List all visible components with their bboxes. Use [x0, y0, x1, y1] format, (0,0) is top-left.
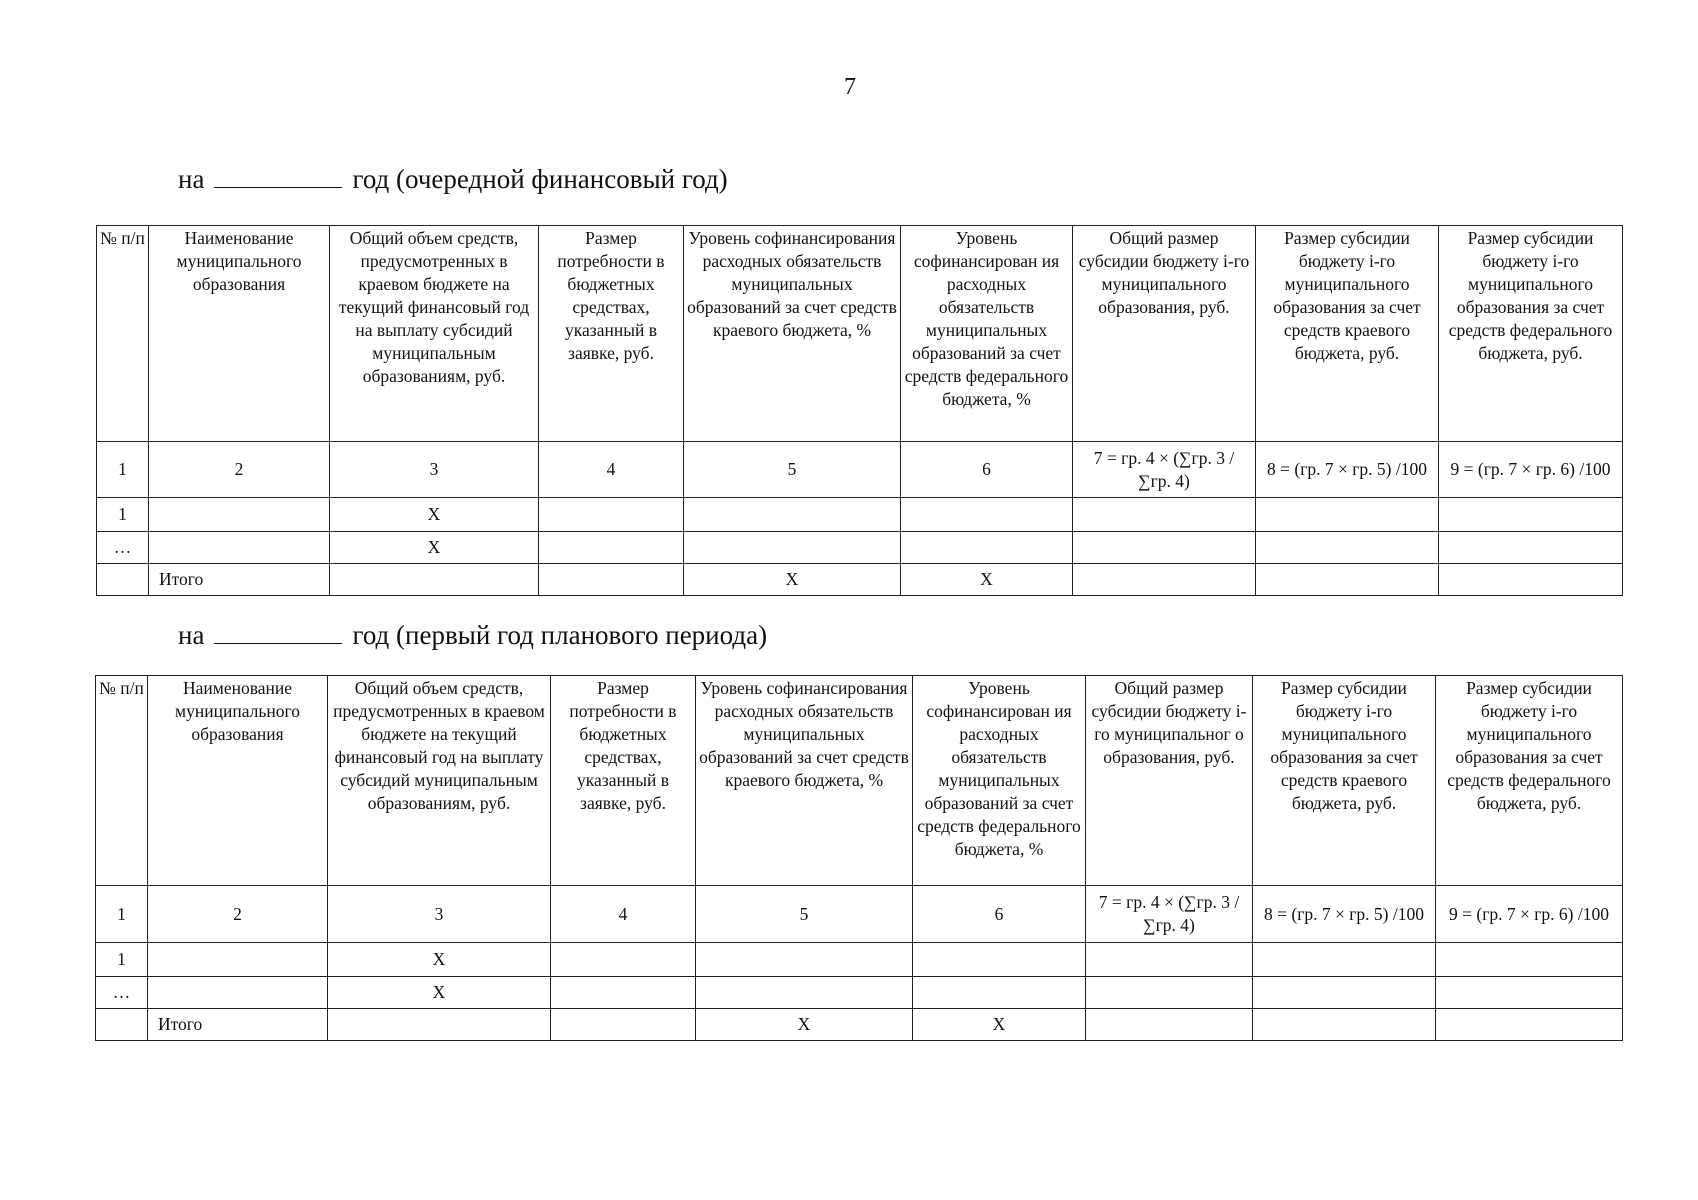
table-cell [684, 532, 901, 564]
table-cell [1086, 977, 1253, 1009]
table-cell [330, 564, 539, 596]
table-cell [913, 943, 1086, 977]
table-cell: Х [330, 532, 539, 564]
table-cell [96, 1009, 148, 1041]
table-cell [1073, 532, 1256, 564]
column-number-cell: 9 = (гр. 7 × гр. 6) /100 [1439, 442, 1623, 498]
table-cell [1086, 1009, 1253, 1041]
year-blank [214, 167, 342, 188]
table-cell [901, 498, 1073, 532]
table-cell: 1 [97, 498, 149, 532]
column-number-cell: 1 [97, 442, 149, 498]
table-cell [1436, 1009, 1623, 1041]
table-cell [1253, 1009, 1436, 1041]
table-cell [696, 943, 913, 977]
table-row [96, 977, 1623, 1009]
subsidy-table-current-year [96, 225, 1623, 596]
table-cell [1253, 943, 1436, 977]
header-cell: Наименование муниципального образования [149, 226, 330, 442]
table-cell [551, 943, 696, 977]
table-row [96, 943, 1623, 977]
table-cell [1086, 943, 1253, 977]
header-cell: Уровень софинансирования расходных обязательств муниципальных образований за счет средств краевого бюджета, % [696, 676, 913, 886]
caption-suffix: год (очередной финансовый год) [352, 164, 728, 194]
table-cell [97, 564, 149, 596]
table-cell: Х [328, 943, 551, 977]
column-number-cell: 2 [148, 886, 328, 943]
header-cell: Общий объем средств, предусмотренных в краевом бюджете на текущий финансовый год на выплату субсидий муниципальным образованиям, руб. [330, 226, 539, 442]
table-cell [1436, 943, 1623, 977]
column-number-cell: 1 [96, 886, 148, 943]
table-cell [539, 498, 684, 532]
column-number-cell: 7 = гр. 4 × (∑гр. 3 / ∑гр. 4) [1086, 886, 1253, 943]
table-cell: Х [684, 564, 901, 596]
table-row [97, 532, 1623, 564]
table-cell [1439, 532, 1623, 564]
table-cell [1439, 498, 1623, 532]
table-cell: Х [696, 1009, 913, 1041]
table-cell [149, 498, 330, 532]
table-caption [178, 620, 767, 651]
table-cell [551, 1009, 696, 1041]
header-cell: Уровень софинансирования расходных обязательств муниципальных образований за счет средств краевого бюджета, % [684, 226, 901, 442]
column-number-cell: 8 = (гр. 7 × гр. 5) /100 [1256, 442, 1439, 498]
header-cell: Размер субсидии бюджету i-го муниципального образования за счет средств федерального бюджета, руб. [1439, 226, 1623, 442]
table-cell [684, 498, 901, 532]
column-number-row [97, 442, 1623, 498]
table-cell [148, 943, 328, 977]
total-row [96, 1009, 1623, 1041]
table-cell [148, 977, 328, 1009]
column-number-cell: 9 = (гр. 7 × гр. 6) /100 [1436, 886, 1623, 943]
table-cell [1436, 977, 1623, 1009]
table-cell [1256, 532, 1439, 564]
year-blank [214, 623, 342, 644]
table-cell: Х [913, 1009, 1086, 1041]
header-cell: Наименование муниципального образования [148, 676, 328, 886]
column-number-cell: 5 [696, 886, 913, 943]
table-cell [539, 532, 684, 564]
total-label: Итого [149, 564, 330, 596]
column-number-cell: 5 [684, 442, 901, 498]
caption-prefix: на [178, 620, 205, 650]
table-cell: 1 [96, 943, 148, 977]
header-cell: Размер субсидии бюджету i-го муниципального образования за счет средств краевого бюджета, руб. [1256, 226, 1439, 442]
header-cell: Уровень софинансирован ия расходных обязательств муниципальных образований за счет средств федерального бюджета, % [913, 676, 1086, 886]
table-cell [1256, 498, 1439, 532]
column-number-cell: 3 [328, 886, 551, 943]
header-cell: Размер субсидии бюджету i-го муниципального образования за счет средств федерального бюджета, руб. [1436, 676, 1623, 886]
header-cell: Общий объем средств, предусмотренных в краевом бюджете на текущий финансовый год на выплату субсидий муниципальным образованиям, руб. [328, 676, 551, 886]
table-caption [178, 164, 728, 195]
table-cell [1253, 977, 1436, 1009]
table-cell [696, 977, 913, 1009]
column-number-cell: 2 [149, 442, 330, 498]
header-row [96, 676, 1623, 886]
header-cell: Размер субсидии бюджету i-го муниципального образования за счет средств краевого бюджета, руб. [1253, 676, 1436, 886]
table-cell: Х [328, 977, 551, 1009]
table-cell [1256, 564, 1439, 596]
header-cell: Общий размер субсидии бюджету i-го муниципального образования, руб. [1073, 226, 1256, 442]
header-cell: Общий размер субсидии бюджету i-го муниципальног о образования, руб. [1086, 676, 1253, 886]
header-cell: Уровень софинансирован ия расходных обязательств муниципальных образований за счет средств федерального бюджета, % [901, 226, 1073, 442]
table-cell: Х [330, 498, 539, 532]
table-row [97, 498, 1623, 532]
header-cell: № п/п [97, 226, 149, 442]
table-cell [1073, 498, 1256, 532]
table-cell [551, 977, 696, 1009]
table-cell: … [96, 977, 148, 1009]
table-cell [328, 1009, 551, 1041]
table-cell [1439, 564, 1623, 596]
header-row [97, 226, 1623, 442]
column-number-cell: 4 [551, 886, 696, 943]
table-cell: … [97, 532, 149, 564]
header-cell: № п/п [96, 676, 148, 886]
column-number-cell: 6 [901, 442, 1073, 498]
column-number-cell: 4 [539, 442, 684, 498]
table-cell [913, 977, 1086, 1009]
column-number-cell: 3 [330, 442, 539, 498]
column-number-cell: 7 = гр. 4 × (∑гр. 3 / ∑гр. 4) [1073, 442, 1256, 498]
total-label: Итого [148, 1009, 328, 1041]
header-cell: Размер потребности в бюджетных средствах, указанный в заявке, руб. [551, 676, 696, 886]
column-number-row [96, 886, 1623, 943]
subsidy-table-first-planning-year [95, 675, 1623, 1041]
table-cell: Х [901, 564, 1073, 596]
page-number: 7 [844, 74, 856, 100]
table-cell [539, 564, 684, 596]
column-number-cell: 6 [913, 886, 1086, 943]
caption-prefix: на [178, 164, 205, 194]
table-cell [149, 532, 330, 564]
header-cell: Размер потребности в бюджетных средствах, указанный в заявке, руб. [539, 226, 684, 442]
column-number-cell: 8 = (гр. 7 × гр. 5) /100 [1253, 886, 1436, 943]
table-cell [901, 532, 1073, 564]
total-row [97, 564, 1623, 596]
caption-suffix: год (первый год планового периода) [352, 620, 768, 650]
table-cell [1073, 564, 1256, 596]
